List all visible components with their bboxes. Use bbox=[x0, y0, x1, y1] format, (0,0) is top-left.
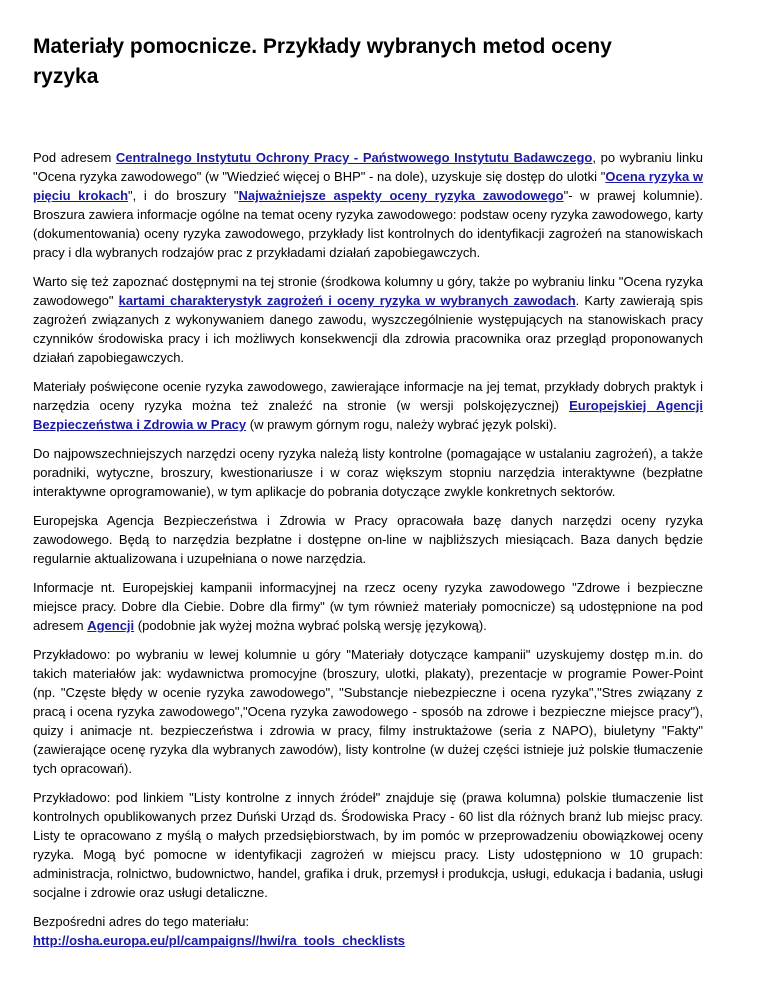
link-hazard-cards[interactable]: kartami charakterystyk zagrożeń i oceny ryzyka w wybranych zawodach bbox=[118, 293, 576, 308]
paragraph-8: Przykładowo: pod linkiem "Listy kontrolne z innych źródeł" znajduje się (prawa kolumna) polskie tłumaczenie list kontrolnych opublikowanych przez Duński Urząd ds. Środowiska Pracy - 60 list dla różnych branż lub miejsc pracy. Listy te opracowano z myślą o małych przedsiębiorstwach, by im pomóc w przeprowadzeniu obowiązkowej oceny ryzyka. Mogą być pomocne w identyfikacji zagrożeń w miejscu pracy. Listy udostępniono w 10 grupach: administracja, rolnictwo, budownictwo, handel, grafika i druk, przemysł i produkcja, usługi, edukacja i badania, usługi socjalne i zdrowie oraz usługi detaliczne. bbox=[33, 790, 703, 900]
paragraph-3: Materiały poświęcone ocenie ryzyka zawodowego, zawierające informacje na jej temat, przykłady dobrych praktyk i narzędzia oceny ryzyka można też znaleźć na stronie (w wersji polskojęzycznej) Europejskiej Agencji Bezpieczeństwa i Zdrowia w Pracy (w prawym górnym rogu, należy wybrać język polski). bbox=[33, 379, 703, 432]
paragraph-4: Do najpowszechniejszych narzędzi oceny ryzyka należą listy kontrolne (pomagające w ustalaniu zagrożeń), a także poradniki, wytyczne, broszury, kwestionariusze i w coraz większym stopniu narzędzia interaktywne (bezpłatne interaktywne oprogramowanie), w tym aplikacje do pobrania dotyczące zwykle konkretnych sektorów. bbox=[33, 446, 703, 499]
link-eu-osha[interactable]: Europejskiej Agencji Bezpieczeństwa i Zdrowia w Pracy bbox=[33, 398, 703, 432]
document-body bbox=[33, 148, 703, 960]
link-agency[interactable]: Agencji bbox=[87, 618, 135, 633]
paragraph-6: Informacje nt. Europejskiej kampanii informacyjnej na rzecz oceny ryzyka zawodowego "Zdrowe i bezpieczne miejsce pracy. Dobre dla Ciebie. Dobre dla firmy" (w tym również materiały pomocnicze) są udostępnione na pod adresem Agencji (podobnie jak wyżej można wybrać polską wersję językową). bbox=[33, 580, 703, 633]
paragraph-7: Przykładowo: po wybraniu w lewej kolumnie u góry "Materiały dotyczące kampanii" uzyskujemy dostęp m.in. do takich materiałów jak: wydawnictwa promocyjne (broszury, ulotki, plakaty), prezentacje w programie Power-Point (np. "Częste błędy w ocenie ryzyka zawodowego", "Substancje niebezpieczne i ocena ryzyka","Stres związany z pracą i ocena ryzyka zawodowego","Ocena ryzyka zawodowego - sposób na zdrowe i bezpieczne miejsce pracy"), quizy i animacje nt. bezpieczeństwa i zdrowia w pracy, filmy instruktażowe (seria z NAPO), biuletyny "Fakty" (zawierające ocenę ryzyka dla wybranych zawodów), listy kontrolne (w dużej części istnieje już polskie tłumaczenie tych opracowań). bbox=[33, 647, 703, 776]
paragraph-5: Europejska Agencja Bezpieczeństwa i Zdrowia w Pracy opracowała bazę danych narzędzi oceny ryzyka zawodowego. Będą to narzędzia bezpłatne i dostępne on-line w najbliższych miesiącach. Baza danych będzie regularnie aktualizowana i uzupełniana o nowe narzędzia. bbox=[33, 513, 703, 566]
link-leaflet[interactable]: Ocena ryzyka w pięciu krokach bbox=[33, 169, 703, 203]
paragraph-9: Bezpośredni adres do tego materiału: http://osha.europa.eu/pl/campaigns//hwi/ra_tools_checklists bbox=[33, 914, 406, 948]
link-ciop[interactable]: Centralnego Instytutu Ochrony Pracy - Państwowego Instytutu Badawczego bbox=[115, 150, 593, 165]
paragraph-2: Warto się też zapoznać dostępnymi na tej stronie (środkowa kolumny u góry, także po wybraniu linku "Ocena ryzyka zawodowego" kartami charakterystyk zagrożeń i oceny ryzyka w wybranych zawodach. Karty zawierają spis zagrożeń związanych z wykonywaniem danego zawodu, wyszczególnienie występujących na stanowiskach pracy czynników środowiska pracy i ich możliwych konsekwencji dla zdrowia pracownika oraz przegląd proponowanych działań zapobiegawczych. bbox=[33, 274, 703, 365]
paragraph-1: Pod adresem Centralnego Instytutu Ochrony Pracy - Państwowego Instytutu Badawczego, po wybraniu linku "Ocena ryzyka zawodowego" (w "Wiedzieć więcej o BHP" - na dole), uzyskuje się dostęp do ulotki "Ocena ryzyka w pięciu krokach", i do broszury "Najważniejsze aspekty oceny ryzyka zawodowego"- w prawej kolumnie). Broszura zawiera informacje ogólne na temat oceny ryzyka zawodowego: podstaw oceny ryzyka zawodowego, karty (dokumentowania) oceny ryzyka zawodowego, przykłady list kontrolnych do identyfikacji zagrożeń na stanowiskach pracy i dla wybranych rodzajów prac z przykładami działań zapobiegawczych. bbox=[33, 150, 704, 260]
link-checklists-url[interactable]: http://osha.europa.eu/pl/campaigns//hwi/ra_tools_checklists bbox=[33, 933, 406, 948]
link-brochure[interactable]: Najważniejsze aspekty oceny ryzyka zawodowego bbox=[238, 188, 564, 203]
page-title: Materiały pomocnicze. Przykłady wybranych metod oceny ryzyka bbox=[33, 35, 612, 88]
